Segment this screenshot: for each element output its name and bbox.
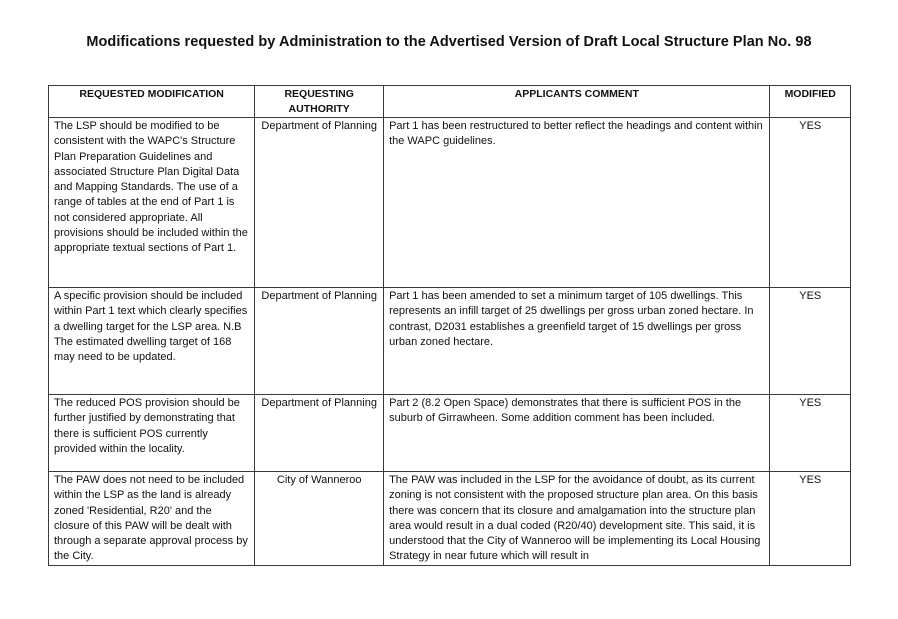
modified-cell: YES (770, 472, 851, 566)
table-row (49, 118, 851, 288)
modified-cell: YES (770, 118, 851, 288)
modified-cell: YES (770, 395, 851, 472)
applicants-comment-cell: The PAW was included in the LSP for the avoidance of doubt, as its current zoning is not consistent with the proposed structure plan area. On this basis there was concern that its closure and amalgamation into the structure plan area would result in a dual coded (R20/40) development site. This said, it is understood that the City of Wanneroo will be implementing its Local Housing Strategy in near future which will result in (384, 472, 770, 566)
table-header-row (49, 86, 851, 118)
requested-modification-cell: The reduced POS provision should be further justified by demonstrating that there is sufficient POS currently provided within the locality. (49, 395, 255, 472)
modifications-table (48, 85, 851, 566)
requested-modification-cell: The PAW does not need to be included within the LSP as the land is already zoned 'Residential, R20' and the closure of this PAW will be dealt with through a separate approval process by the City. (49, 472, 255, 566)
requesting-authority-cell: Department of Planning (255, 395, 384, 472)
table-row (49, 472, 851, 566)
page-title: Modifications requested by Administration to the Advertised Version of Draft Local Structure Plan No. 98 (86, 34, 812, 50)
applicants-comment-cell: Part 1 has been restructured to better reflect the headings and content within the WAPC guidelines. (384, 118, 770, 288)
header-modified: MODIFIED (770, 86, 851, 118)
table-row (49, 288, 851, 395)
requested-modification-cell: A specific provision should be included within Part 1 text which clearly specifies a dwelling target for the LSP area. N.B The estimated dwelling target of 168 may need to be updated. (49, 288, 255, 395)
header-requested-modification: REQUESTED MODIFICATION (49, 86, 255, 118)
table-row (49, 395, 851, 472)
requesting-authority-cell: Department of Planning (255, 118, 384, 288)
modified-cell: YES (770, 288, 851, 395)
requested-modification-cell: The LSP should be modified to be consistent with the WAPC's Structure Plan Preparation Guidelines and associated Structure Plan Digital Data and Mapping Standards. The use of a range of tables at the end of Part 1 is not considered appropriate. All provisions should be included within the appropriate textual sections of Part 1. (49, 118, 255, 288)
applicants-comment-cell: Part 2 (8.2 Open Space) demonstrates that there is sufficient POS in the suburb of Girrawheen. Some addition comment has been included. (384, 395, 770, 472)
header-requesting-authority: REQUESTING AUTHORITY (255, 86, 384, 118)
applicants-comment-cell: Part 1 has been amended to set a minimum target of 105 dwellings. This represents an infill target of 25 dwellings per gross urban zoned hectare. In contrast, D2031 establishes a greenfield target of 15 dwellings per gross urban zoned hectare. (384, 288, 770, 395)
header-applicants-comment: APPLICANTS COMMENT (384, 86, 770, 118)
requesting-authority-cell: City of Wanneroo (255, 472, 384, 566)
requesting-authority-cell: Department of Planning (255, 288, 384, 395)
